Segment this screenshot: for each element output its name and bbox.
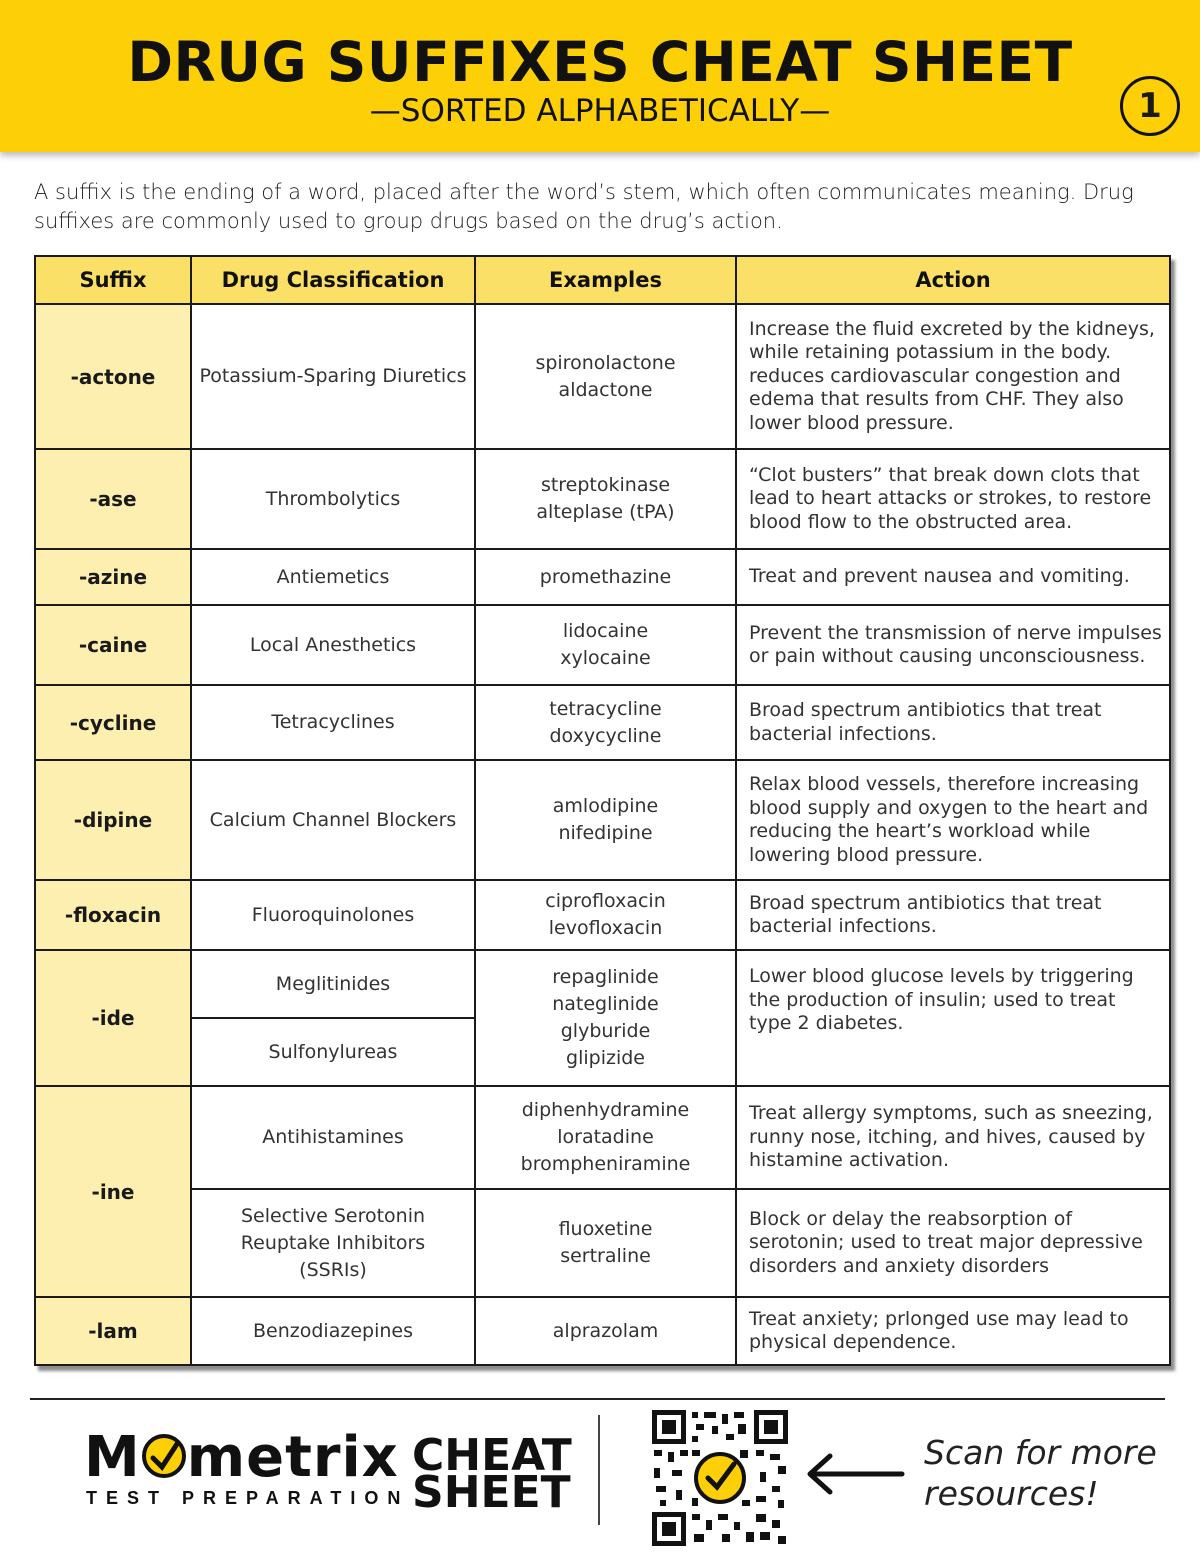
scan-prompt-line: resources! <box>924 1474 1099 1513</box>
suffix-cell: -actone <box>35 304 191 449</box>
example-drug: ciprofloxacin <box>545 890 666 912</box>
examples-cell <box>475 605 736 685</box>
classification-cell: Antihistamines <box>191 1086 475 1189</box>
examples-cell <box>475 760 736 880</box>
logo-subtitle: TEST PREPARATION <box>86 1488 410 1508</box>
table-row <box>35 449 1170 549</box>
table-row <box>35 549 1170 605</box>
suffix-cell: -ine <box>35 1086 191 1297</box>
classification-cell: Tetracyclines <box>191 685 475 760</box>
action-cell: Increase the fluid excreted by the kidneys, while retaining potassium in the body. reduces cardiovascular congestion and edema that results from CHF. They also lower blood pressure. <box>736 304 1170 449</box>
page-number-badge: 1 <box>1120 76 1180 136</box>
classification-cell: Potassium-Sparing Diuretics <box>191 304 475 449</box>
example-drug: spironolactone <box>535 351 676 374</box>
logo-text-end: metrix <box>186 1425 399 1490</box>
classification-cell: Calcium Channel Blockers <box>191 760 475 880</box>
action-cell: Treat and prevent nausea and vomiting. <box>736 549 1170 605</box>
action-cell: Treat allergy symptoms, such as sneezing, runny nose, itching, and hives, caused by histamine activation. <box>736 1086 1170 1189</box>
example-drug: repaglinide <box>552 966 659 988</box>
table-row <box>35 685 1170 760</box>
suffix-cell: -dipine <box>35 760 191 880</box>
classification-line: Selective Serotonin <box>240 1204 426 1227</box>
examples-cell <box>475 1297 736 1365</box>
classification-line: (SSRIs) <box>299 1258 367 1281</box>
column-header-examples: Examples <box>475 256 736 304</box>
example-drug: diphenhydramine <box>521 1099 690 1121</box>
cheat-sheet-label <box>412 1430 572 1518</box>
column-header-classification: Drug Classification <box>191 256 475 304</box>
example-drug: aldactone <box>558 378 653 401</box>
cheat-label-line: CHEAT <box>412 1430 572 1481</box>
example-drug: glyburide <box>560 1020 651 1042</box>
header-banner <box>0 0 1200 152</box>
table-row <box>35 304 1170 449</box>
qr-code-icon[interactable] <box>652 1410 788 1546</box>
suffix-cell: -ide <box>35 950 191 1086</box>
examples-cell <box>475 304 736 449</box>
classification-cell <box>191 1189 475 1297</box>
examples-cell <box>475 1086 736 1189</box>
action-cell: “Clot busters” that break down clots that lead to heart attacks or strokes, to restore blood flow to the obstructed area. <box>736 449 1170 549</box>
example-drug: nifedipine <box>558 822 653 844</box>
example-drug: loratadine <box>557 1126 654 1148</box>
left-arrow-icon <box>806 1452 906 1496</box>
table-row <box>35 760 1170 880</box>
scan-prompt <box>924 1432 1157 1514</box>
classification-cell: Local Anesthetics <box>191 605 475 685</box>
examples-cell <box>475 685 736 760</box>
classification-cell: Meglitinides <box>191 950 475 1018</box>
suffix-cell: -cycline <box>35 685 191 760</box>
footer-vertical-divider <box>598 1415 600 1525</box>
checkmark-icon <box>142 1434 186 1478</box>
examples-cell <box>475 1189 736 1297</box>
examples-cell <box>475 880 736 950</box>
example-drug: tetracycline <box>549 697 662 720</box>
example-drug: amlodipine <box>552 795 659 817</box>
example-drug: promethazine <box>539 565 672 588</box>
classification-line: Reuptake Inhibitors <box>240 1231 426 1254</box>
footer-divider <box>30 1398 1165 1400</box>
drug-suffix-table <box>34 255 1171 1366</box>
examples-cell <box>475 950 736 1086</box>
action-cell: Block or delay the reabsorption of serotonin; used to treat major depressive disorders and anxiety disorders <box>736 1189 1170 1297</box>
example-drug: xylocaine <box>560 647 651 669</box>
column-header-action: Action <box>736 256 1170 304</box>
action-cell: Relax blood vessels, therefore increasing blood supply and oxygen to the heart and reducing the heart’s workload while lowering blood pressure. <box>736 760 1170 880</box>
suffix-cell: -azine <box>35 549 191 605</box>
example-drug: doxycycline <box>549 724 662 747</box>
examples-cell <box>475 549 736 605</box>
example-drug: nateglinide <box>552 993 659 1015</box>
classification-cell: Antiemetics <box>191 549 475 605</box>
table-row <box>35 880 1170 950</box>
page-subtitle: —SORTED ALPHABETICALLY— <box>369 93 831 129</box>
example-drug: streptokinase <box>540 474 671 496</box>
table-row <box>35 950 1170 1018</box>
examples-cell <box>475 449 736 549</box>
mometrix-logo <box>84 1425 399 1490</box>
column-header-suffix: Suffix <box>35 256 191 304</box>
example-drug: glipizide <box>566 1047 645 1069</box>
action-cell: Broad spectrum antibiotics that treat bacterial infections. <box>736 880 1170 950</box>
example-drug: fluoxetine <box>558 1218 653 1240</box>
page-title: DRUG SUFFIXES CHEAT SHEET <box>127 30 1073 94</box>
classification-cell: Fluoroquinolones <box>191 880 475 950</box>
action-cell: Prevent the transmission of nerve impulses or pain without causing unconsciousness. <box>736 605 1170 685</box>
table-header-row <box>35 256 1170 304</box>
action-cell: Broad spectrum antibiotics that treat bacterial infections. <box>736 685 1170 760</box>
suffix-cell: -caine <box>35 605 191 685</box>
example-drug: alprazolam <box>552 1319 659 1342</box>
example-drug: alteplase (tPA) <box>536 501 675 523</box>
table-row <box>35 605 1170 685</box>
table-row <box>35 1086 1170 1189</box>
classification-cell: Sulfonylureas <box>191 1018 475 1086</box>
intro-paragraph: A suffix is the ending of a word, placed after the word’s stem, which often communicates meaning. Drug suffixes are commonly used to group drugs based on the drug’s action. <box>34 180 1134 233</box>
suffix-cell: -lam <box>35 1297 191 1365</box>
table-row <box>35 1297 1170 1365</box>
example-drug: brompheniramine <box>520 1153 691 1175</box>
suffix-cell: -ase <box>35 449 191 549</box>
example-drug: lidocaine <box>562 620 649 642</box>
classification-cell: Thrombolytics <box>191 449 475 549</box>
table-row <box>35 1189 1170 1297</box>
suffix-cell: -floxacin <box>35 880 191 950</box>
action-cell: Treat anxiety; prlonged use may lead to physical dependence. <box>736 1297 1170 1365</box>
logo-text-start: M <box>84 1425 141 1490</box>
classification-cell: Benzodiazepines <box>191 1297 475 1365</box>
example-drug: sertraline <box>560 1245 651 1267</box>
action-cell: Lower blood glucose levels by triggering the production of insulin; used to treat type 2 diabetes. <box>736 950 1170 1086</box>
scan-prompt-line: Scan for more <box>924 1433 1157 1472</box>
example-drug: levofloxacin <box>548 917 663 939</box>
cheat-label-line: SHEET <box>412 1467 571 1518</box>
